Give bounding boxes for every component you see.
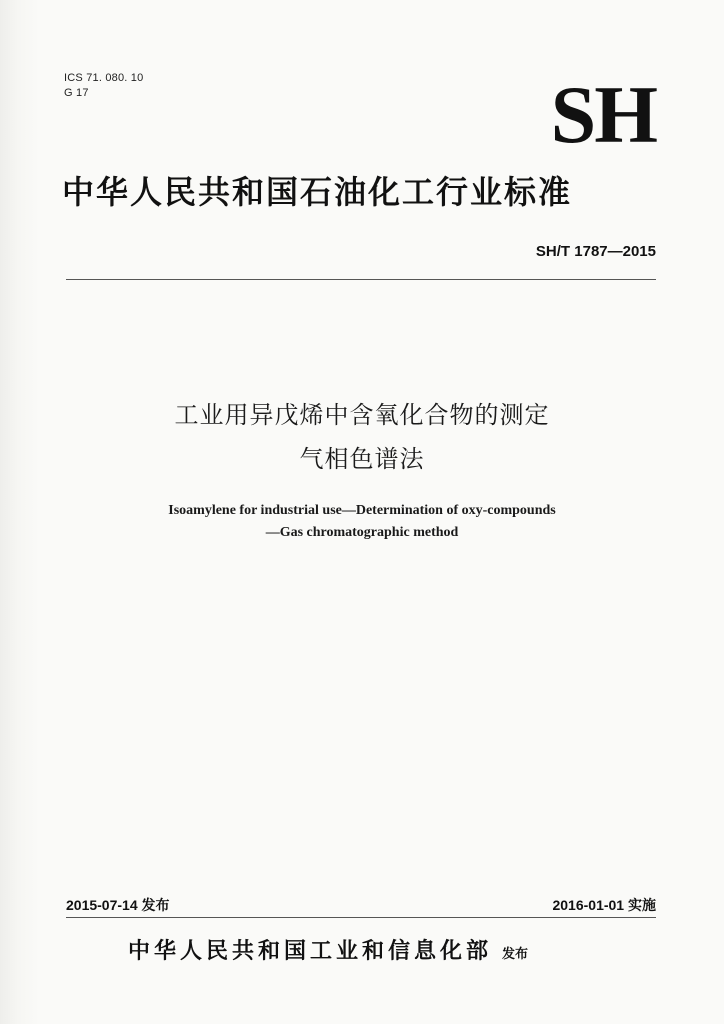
classification-block [64,71,143,101]
effective-date: 2016-01-01 实施 [552,897,656,913]
chinese-title-line-2: 气相色谱法 [299,445,425,473]
industry-standard-title: 中华人民共和国石油化工行业标准 [62,173,573,211]
english-title-line-2: —Gas chromatographic method [265,525,459,540]
issue-date: 2015-07-14 发布 [66,897,170,913]
standard-number: SH/T 1787—2015 [535,243,656,260]
issuer-action: 发布 [502,947,529,962]
top-divider [66,279,656,280]
bottom-divider [66,917,656,918]
issuing-authority [128,937,528,970]
ccs-code: G 17 [64,87,89,99]
english-title-line-1: Isoamylene for industrial use—Determination of oxy-compounds [168,503,556,518]
sh-logo: SH [550,69,656,160]
chinese-title-line-1: 工业用异戊烯中含氧化合物的测定 [174,401,550,429]
issuer-name: 中华人民共和国工业和信息化部 [128,939,493,964]
ics-code: ICS 71. 080. 10 [64,72,144,84]
